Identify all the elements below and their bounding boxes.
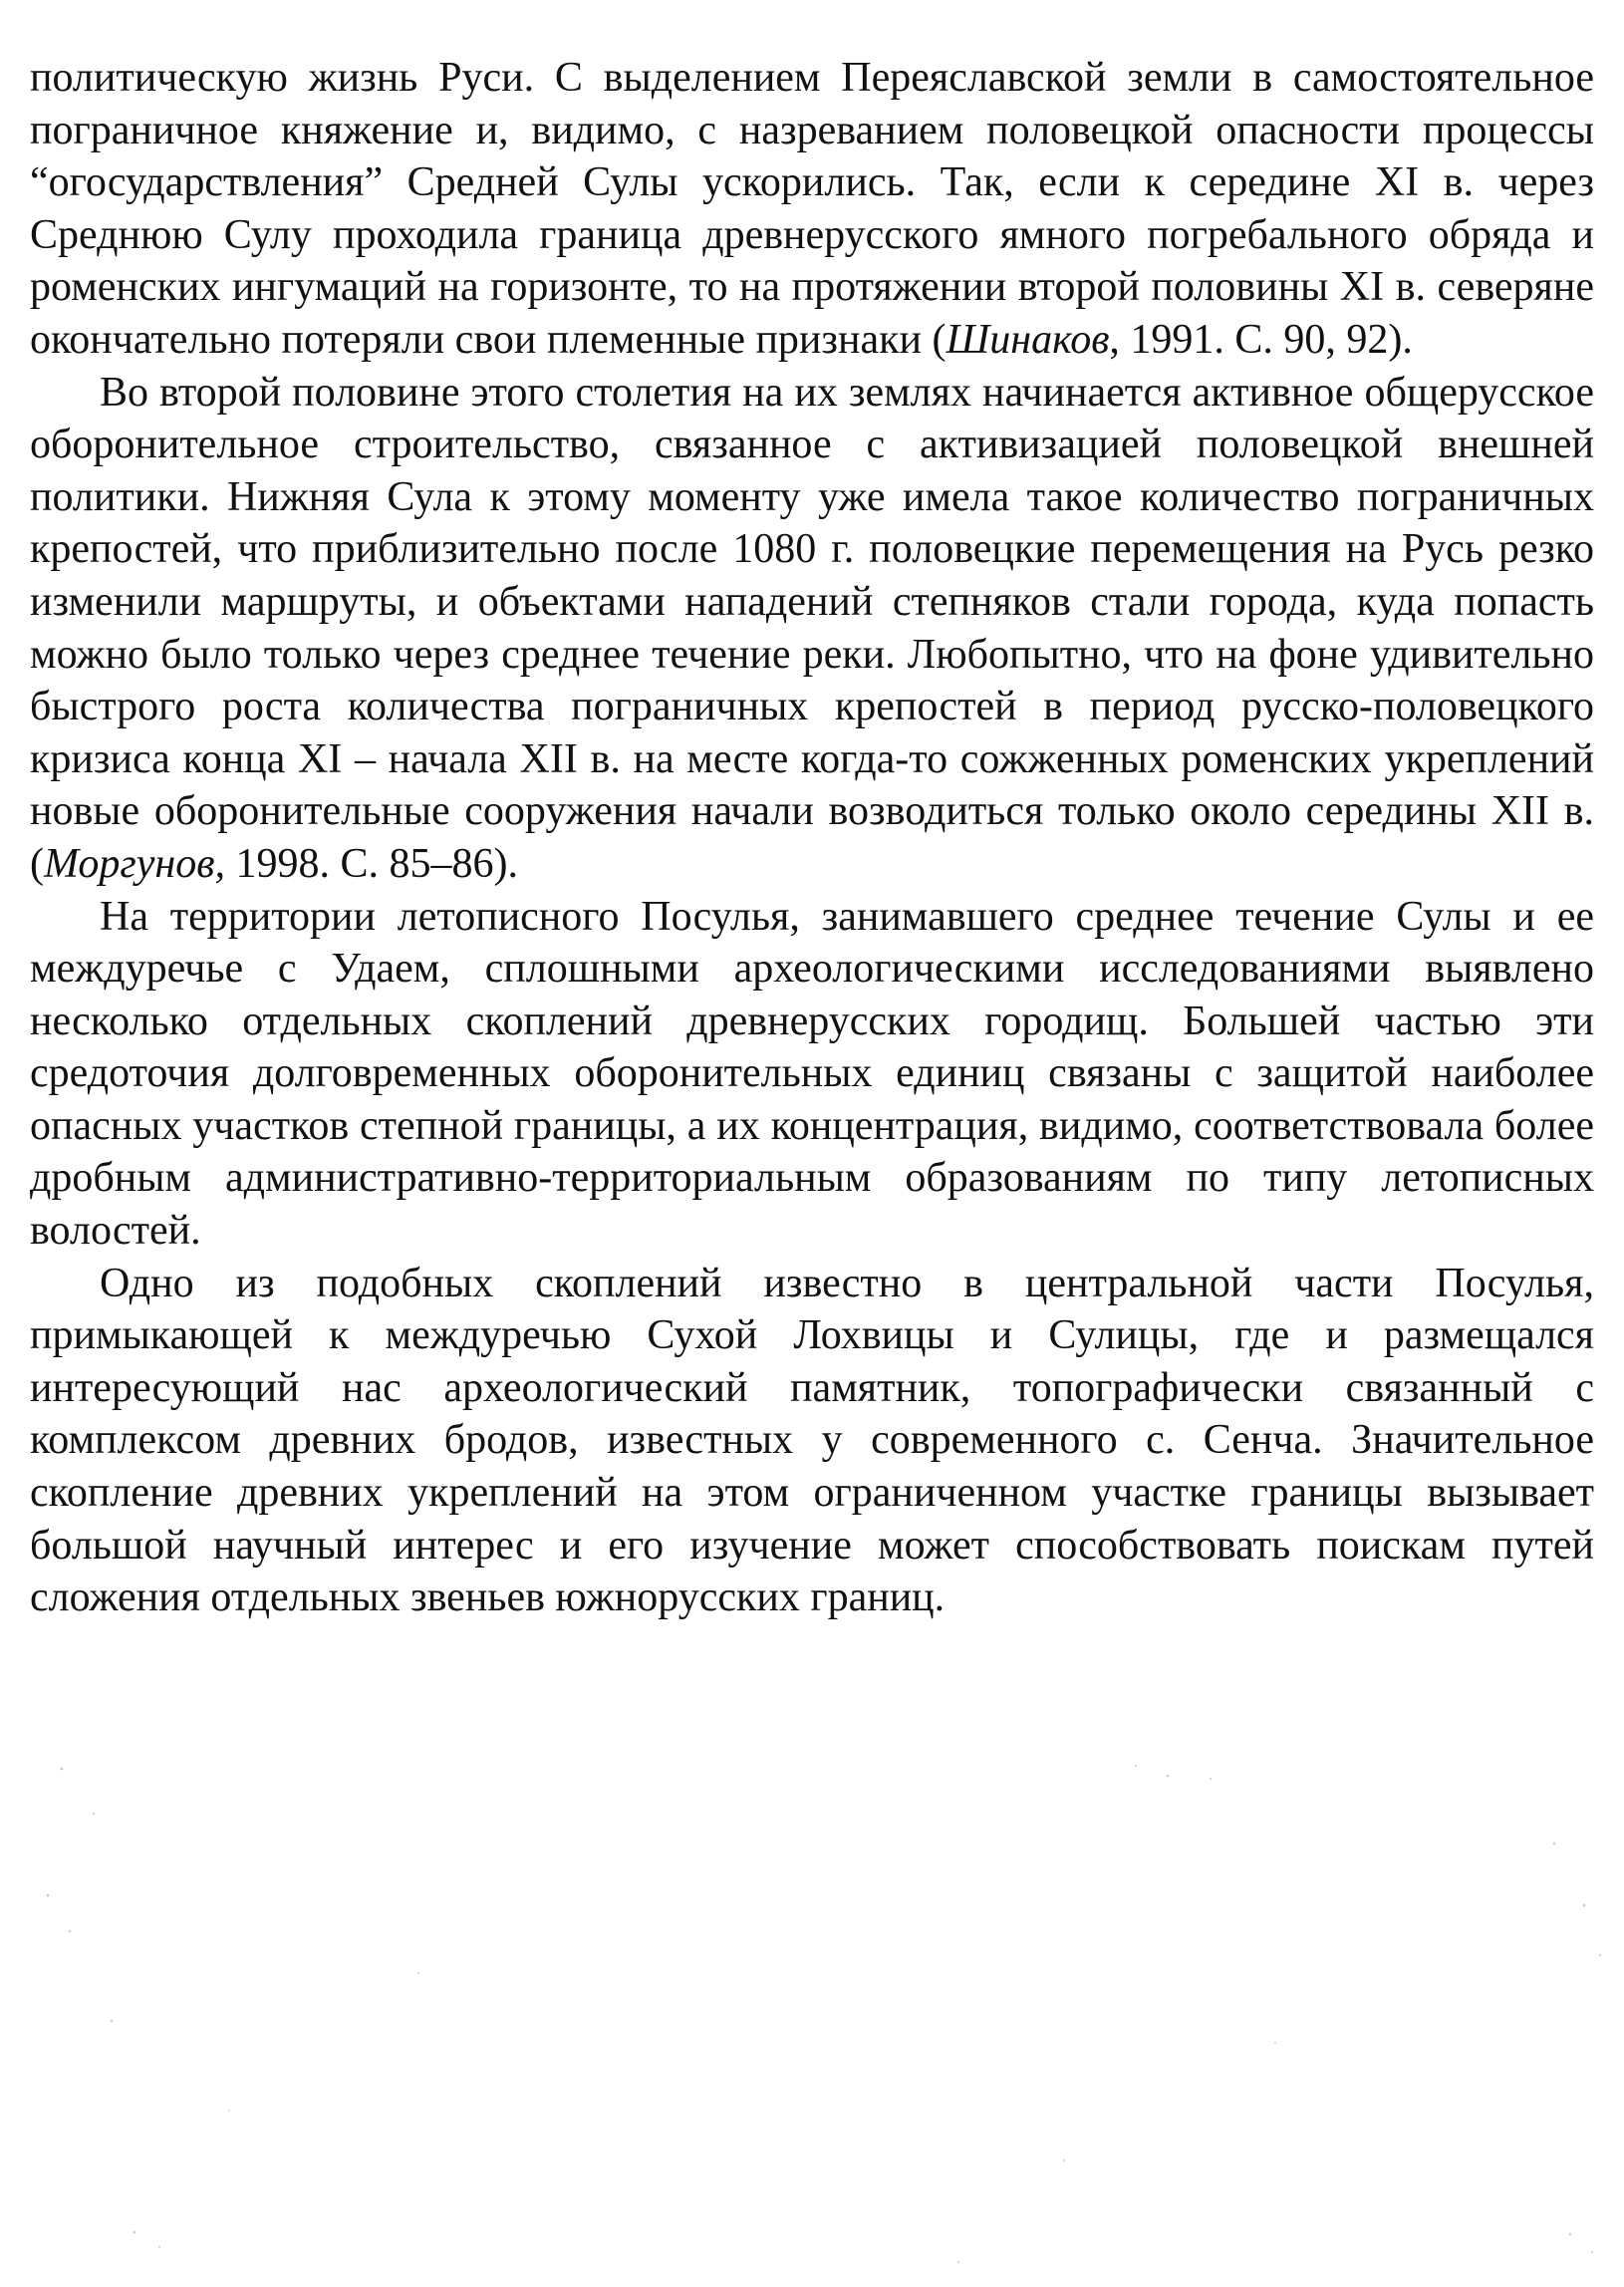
paragraph-2 <box>30 367 1594 891</box>
paragraph-2-text: Во второй половине этого столетия на их землях начинается активное общерусское оборонительное строительство, связанное с активизацией половецкой внешней политики. Нижняя Сула к этому моменту уже имела такое количество пограничных крепостей, что приблизительно после 1080 г. половецкие перемещения на Русь резко изменили маршруты, и объектами нападений степняков стали города, куда попасть можно было только через среднее течение реки. Любопытно, что на фоне удивительно быстрого роста количества пограничных крепостей в период русско-половецкого кризиса конца XI – начала XII в. на месте когда-то сожженных роменских укреплений новые оборонительные сооружения начали возводиться только около середины XII в. ( <box>30 369 1594 887</box>
paragraph-1 <box>30 52 1594 367</box>
paragraph-1-citation-rest: , 1991. С. 90, 92). <box>1109 316 1413 363</box>
paragraph-3-text: На территории летописного Посулья, занимавшего среднее течение Сулы и ее междуречье с Удаем, сплошными археологическими исследованиями выявлено несколько отдельных скоплений древнерусских городищ. Большей частью эти средоточия долговременных оборонительных единиц связаны с защитой наиболее опасных участков степной границы, а их концентрация, видимо, соответствовала более дробным административно-территориальным образованиям по типу летописных волостей. <box>30 893 1594 1255</box>
document-page <box>30 52 1594 1624</box>
paragraph-4-text: Одно из подобных скоплений известно в центральной части Посулья, примыкающей к междуречью Сухой Лохвицы и Сулицы, где и размещался интересующий нас археологический памятник, топографически связанный с комплексом древних бродов, известных у современного с. Сенча. Значительное скопление древних укреплений на этом ограниченном участке границы вызывает большой научный интерес и его изучение может способствовать поискам путей сложения отдельных звеньев южнорусских границ. <box>30 1260 1594 1621</box>
paragraph-2-citation-author: Моргунов, <box>44 840 225 887</box>
paragraph-4 <box>30 1258 1594 1624</box>
paragraph-1-citation-author: Шинаков <box>946 316 1110 363</box>
paragraph-3 <box>30 891 1594 1258</box>
paragraph-1-text: политическую жизнь Руси. С выделением Переяславской земли в самостоятельное пограничное княжение и, видимо, с назреванием половецкой опасности процессы “огосударствления” Средней Сулы ускорились. Так, если к середине XI в. через Среднюю Сулу проходила граница древнерусского ямного погребального обряда и роменских ингумаций на горизонте, то на протяжении второй половины XI в. северяне окончательно потеряли свои племенные признаки ( <box>30 55 1594 363</box>
paragraph-2-citation-rest: 1998. С. 85–86). <box>225 840 518 887</box>
